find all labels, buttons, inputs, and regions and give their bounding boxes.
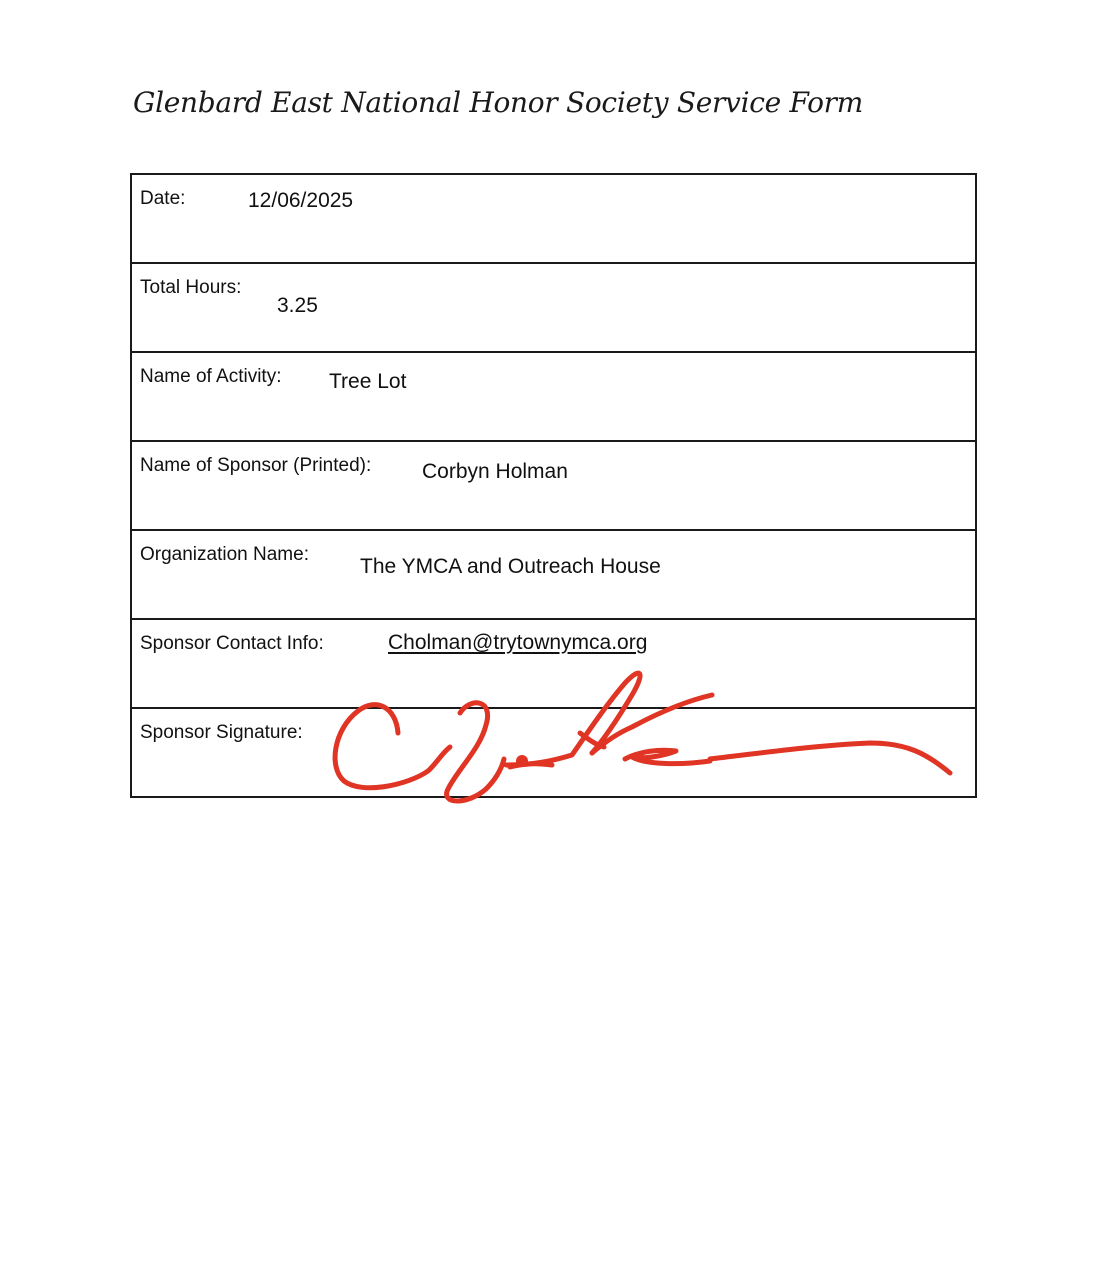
organization-value[interactable]: The YMCA and Outreach House [360, 555, 661, 578]
date-value[interactable]: 12/06/2025 [248, 189, 354, 212]
sponsor-name-row [132, 442, 975, 531]
total-hours-row [132, 264, 975, 353]
activity-row [132, 353, 975, 442]
sponsor-name-value[interactable]: Corbyn Holman [422, 460, 568, 483]
sponsor-signature-drawing [320, 655, 970, 815]
sponsor-contact-label: Sponsor Contact Info: [140, 633, 324, 654]
date-label: Date: [140, 188, 186, 209]
sponsor-name-label: Name of Sponsor (Printed): [140, 455, 372, 476]
sponsor-signature-label: Sponsor Signature: [140, 722, 303, 743]
activity-value[interactable]: Tree Lot [329, 370, 407, 393]
organization-label: Organization Name: [140, 544, 309, 565]
total-hours-label: Total Hours: [140, 277, 242, 298]
sponsor-contact-email-link[interactable]: Cholman@trytownymca.org [388, 631, 648, 654]
date-row [132, 175, 975, 264]
organization-row [132, 531, 975, 620]
total-hours-value[interactable]: 3.25 [277, 294, 318, 317]
form-title: Glenbard East National Honor Society Service Form [133, 86, 863, 119]
activity-label: Name of Activity: [140, 366, 282, 387]
